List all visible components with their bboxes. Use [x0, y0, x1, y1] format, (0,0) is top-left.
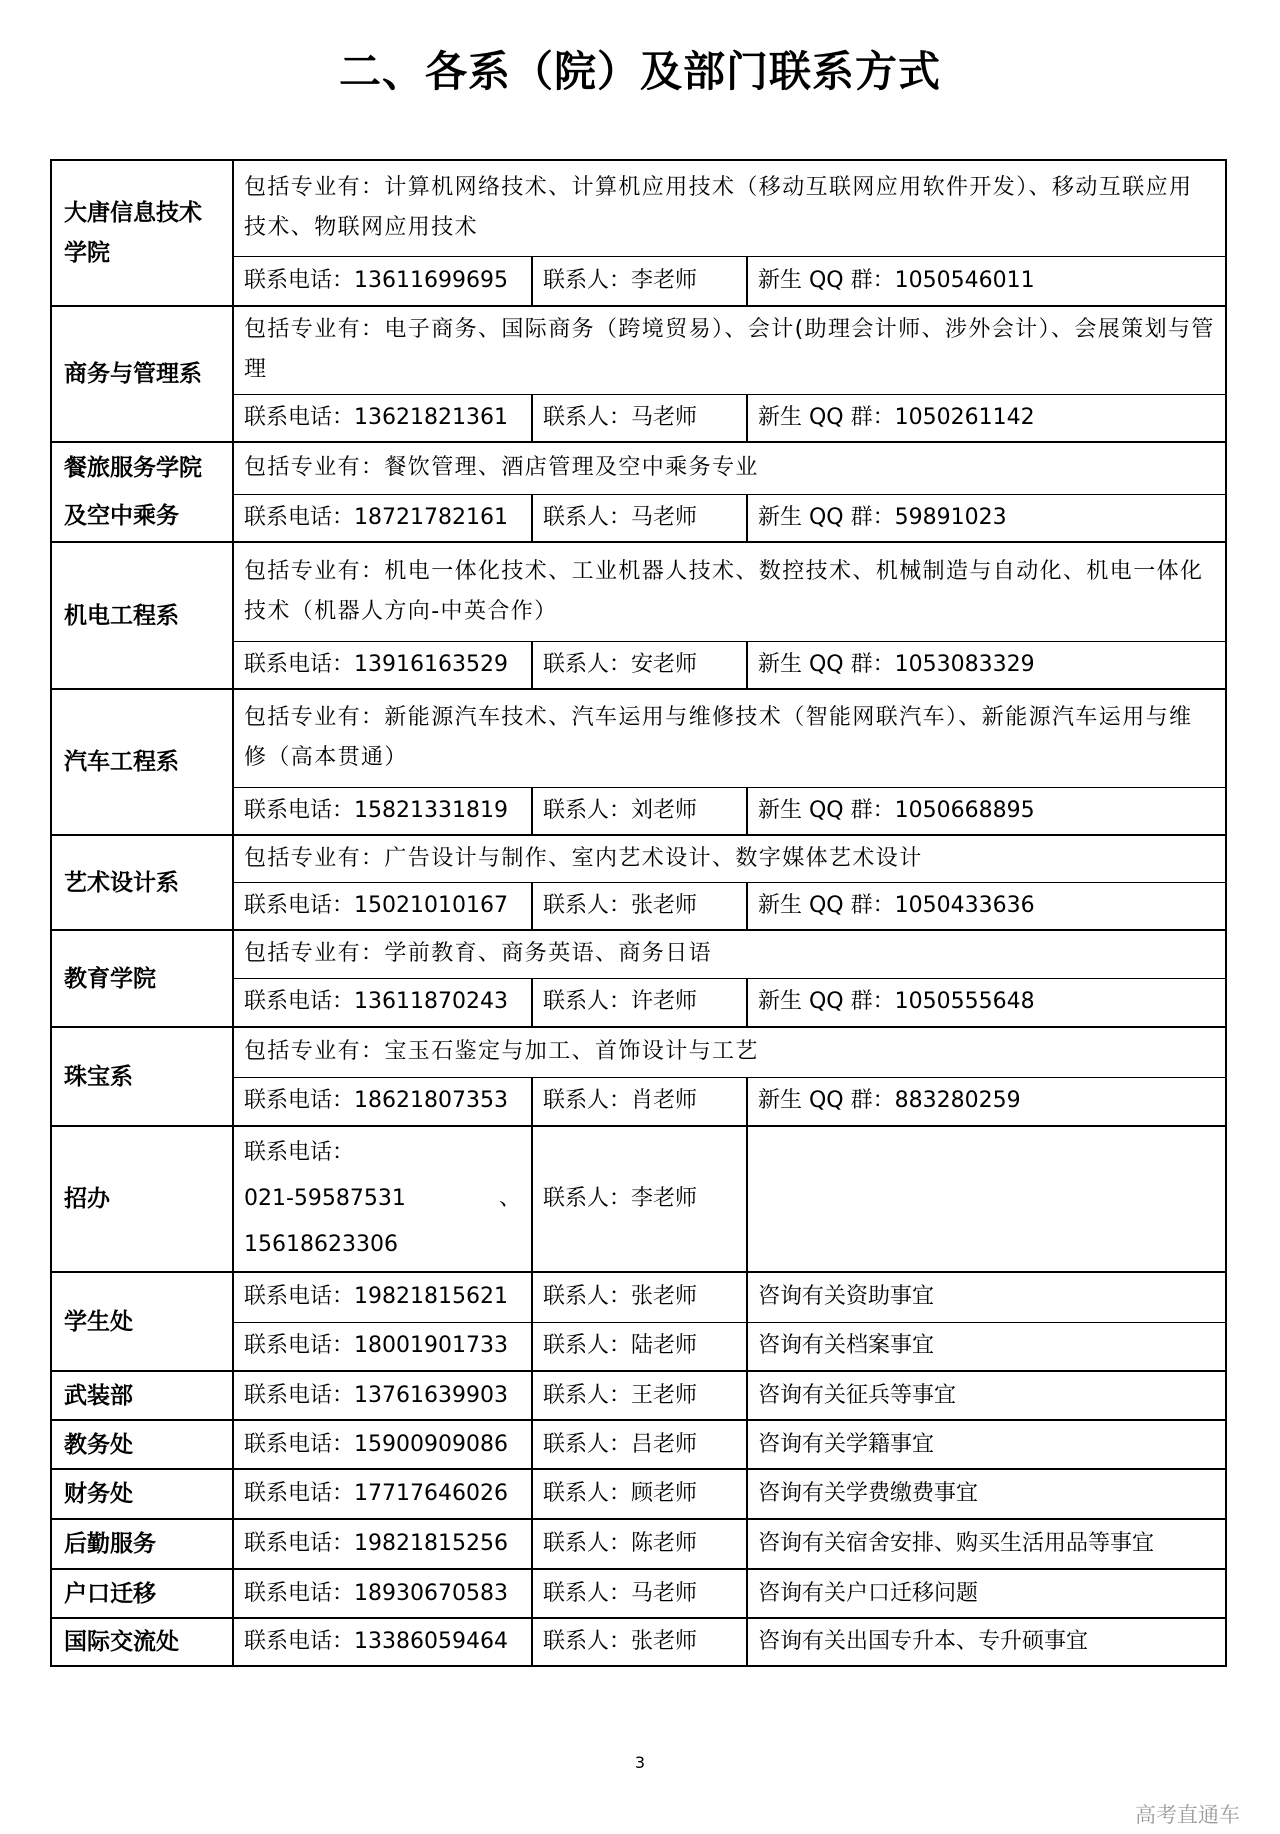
note-cell: 咨询有关学籍事宜 — [747, 1420, 1226, 1469]
admissions-name: 招办 — [51, 1126, 233, 1272]
contact-person-cell: 联系人：马老师 — [532, 1569, 747, 1618]
office-name: 户口迁移 — [51, 1569, 233, 1618]
phone-cell: 联系电话：18001901733 — [233, 1322, 532, 1371]
phone-cell: 联系电话：13916163529 — [233, 641, 532, 689]
note-cell: 咨询有关宿舍安排、购买生活用品等事宜 — [747, 1519, 1226, 1569]
note-cell: 咨询有关学费缴费事宜 — [747, 1469, 1226, 1519]
page-title: 二、各系（院）及部门联系方式 — [338, 47, 941, 96]
office-name: 财务处 — [51, 1469, 233, 1519]
admissions-row — [51, 1126, 1226, 1272]
majors-cell: 包括专业有：宝玉石鉴定与加工、首饰设计与工艺 — [233, 1027, 1226, 1077]
office-row — [51, 1618, 1226, 1666]
office-name: 后勤服务 — [51, 1519, 233, 1569]
office-name: 武装部 — [51, 1371, 233, 1420]
office-row — [51, 1420, 1226, 1469]
note-cell: 咨询有关征兵等事宜 — [747, 1371, 1226, 1420]
department-name: 珠宝系 — [51, 1027, 233, 1126]
department-name: 教育学院 — [51, 930, 233, 1027]
department-majors-row — [51, 835, 1226, 882]
contact-person-cell: 联系人：肖老师 — [532, 1077, 747, 1126]
contact-person-cell: 联系人：刘老师 — [532, 787, 747, 835]
office-row — [51, 1569, 1226, 1618]
contact-person-cell: 联系人：张老师 — [532, 1272, 747, 1322]
admissions-phone-separator: 、 — [498, 1186, 521, 1211]
office-name: 国际交流处 — [51, 1618, 233, 1666]
phone-cell: 联系电话：13611699695 — [233, 256, 532, 306]
office-row — [51, 1272, 1226, 1322]
contact-person-cell: 联系人：马老师 — [532, 394, 747, 442]
majors-cell: 包括专业有：机电一体化技术、工业机器人技术、数控技术、机械制造与自动化、机电一体化技术（机器人方向-中英合作） — [233, 542, 1226, 641]
phone-cell: 联系电话：18721782161 — [233, 494, 532, 542]
phone-cell: 联系电话：19821815256 — [233, 1519, 532, 1569]
department-name: 机电工程系 — [51, 542, 233, 689]
phone-cell: 联系电话：17717646026 — [233, 1469, 532, 1519]
contact-person-cell: 联系人：李老师 — [532, 1126, 747, 1272]
contact-person-cell: 联系人：王老师 — [532, 1371, 747, 1420]
contacts-table — [50, 159, 1227, 1667]
contact-person-cell: 联系人：陆老师 — [532, 1322, 747, 1371]
note-cell: 咨询有关档案事宜 — [747, 1322, 1226, 1371]
phone-cell: 联系电话：15021010167 — [233, 882, 532, 930]
department-name: 商务与管理系 — [51, 306, 233, 442]
admissions-phone-cell — [233, 1126, 532, 1272]
admissions-phone-2: 15618623306 — [244, 1232, 398, 1257]
majors-cell: 包括专业有：新能源汽车技术、汽车运用与维修技术（智能网联汽车）、新能源汽车运用与维修（高本贯通） — [233, 689, 1226, 787]
majors-cell: 包括专业有：广告设计与制作、室内艺术设计、数字媒体艺术设计 — [233, 835, 1226, 882]
watermark: 高考直通车 — [1135, 1803, 1240, 1827]
contact-person-cell: 联系人：安老师 — [532, 641, 747, 689]
phone-cell: 联系电话：15900909086 — [233, 1420, 532, 1469]
note-cell: 咨询有关户口迁移问题 — [747, 1569, 1226, 1618]
phone-cell: 联系电话：13611870243 — [233, 978, 532, 1027]
admissions-phone-label: 联系电话： — [244, 1140, 355, 1165]
phone-cell: 联系电话：19821815621 — [233, 1272, 532, 1322]
department-name: 餐旅服务学院及空中乘务 — [51, 442, 233, 542]
department-majors-row — [51, 306, 1226, 394]
contact-person-cell: 联系人：陈老师 — [532, 1519, 747, 1569]
office-row — [51, 1519, 1226, 1569]
department-name: 汽车工程系 — [51, 689, 233, 835]
contact-person-cell: 联系人：顾老师 — [532, 1469, 747, 1519]
phone-cell: 联系电话：15821331819 — [233, 787, 532, 835]
contact-person-cell: 联系人：张老师 — [532, 882, 747, 930]
admissions-phone-line — [244, 1176, 521, 1222]
department-majors-row — [51, 442, 1226, 494]
office-name: 教务处 — [51, 1420, 233, 1469]
department-majors-row — [51, 1027, 1226, 1077]
qq-group-cell: 新生 QQ 群：1053083329 — [747, 641, 1226, 689]
qq-group-cell: 新生 QQ 群：1050261142 — [747, 394, 1226, 442]
qq-group-cell: 新生 QQ 群：883280259 — [747, 1077, 1226, 1126]
admissions-phone-1: 021-59587531 — [244, 1186, 406, 1211]
qq-group-cell: 新生 QQ 群：1050668895 — [747, 787, 1226, 835]
department-majors-row — [51, 542, 1226, 641]
department-name: 艺术设计系 — [51, 835, 233, 930]
contact-person-cell: 联系人：吕老师 — [532, 1420, 747, 1469]
contact-person-cell: 联系人：马老师 — [532, 494, 747, 542]
contacts-table-body — [51, 160, 1226, 1666]
contact-person-cell: 联系人：张老师 — [532, 1618, 747, 1666]
office-row — [51, 1469, 1226, 1519]
contact-person-cell: 联系人：许老师 — [532, 978, 747, 1027]
department-majors-row — [51, 689, 1226, 787]
majors-cell: 包括专业有：餐饮管理、酒店管理及空中乘务专业 — [233, 442, 1226, 494]
contact-person-cell: 联系人：李老师 — [532, 256, 747, 306]
note-cell: 咨询有关出国专升本、专升硕事宜 — [747, 1618, 1226, 1666]
qq-group-cell: 新生 QQ 群：59891023 — [747, 494, 1226, 542]
office-row — [51, 1371, 1226, 1420]
qq-group-cell: 新生 QQ 群：1050433636 — [747, 882, 1226, 930]
department-name: 大唐信息技术学院 — [51, 160, 233, 306]
phone-cell: 联系电话：13386059464 — [233, 1618, 532, 1666]
note-cell: 咨询有关资助事宜 — [747, 1272, 1226, 1322]
office-name: 学生处 — [51, 1272, 233, 1371]
qq-group-cell: 新生 QQ 群：1050546011 — [747, 256, 1226, 306]
phone-cell: 联系电话：13621821361 — [233, 394, 532, 442]
department-majors-row — [51, 930, 1226, 978]
phone-cell: 联系电话：13761639903 — [233, 1371, 532, 1420]
empty-cell — [747, 1126, 1226, 1272]
majors-cell: 包括专业有：电子商务、国际商务（跨境贸易）、会计(助理会计师、涉外会计）、会展策划与管理 — [233, 306, 1226, 394]
page-number: 3 — [634, 1753, 646, 1772]
phone-cell: 联系电话：18930670583 — [233, 1569, 532, 1618]
department-majors-row — [51, 160, 1226, 256]
majors-cell: 包括专业有：学前教育、商务英语、商务日语 — [233, 930, 1226, 978]
majors-cell: 包括专业有：计算机网络技术、计算机应用技术（移动互联网应用软件开发）、移动互联应用技术、物联网应用技术 — [233, 160, 1226, 256]
qq-group-cell: 新生 QQ 群：1050555648 — [747, 978, 1226, 1027]
phone-cell: 联系电话：18621807353 — [233, 1077, 532, 1126]
